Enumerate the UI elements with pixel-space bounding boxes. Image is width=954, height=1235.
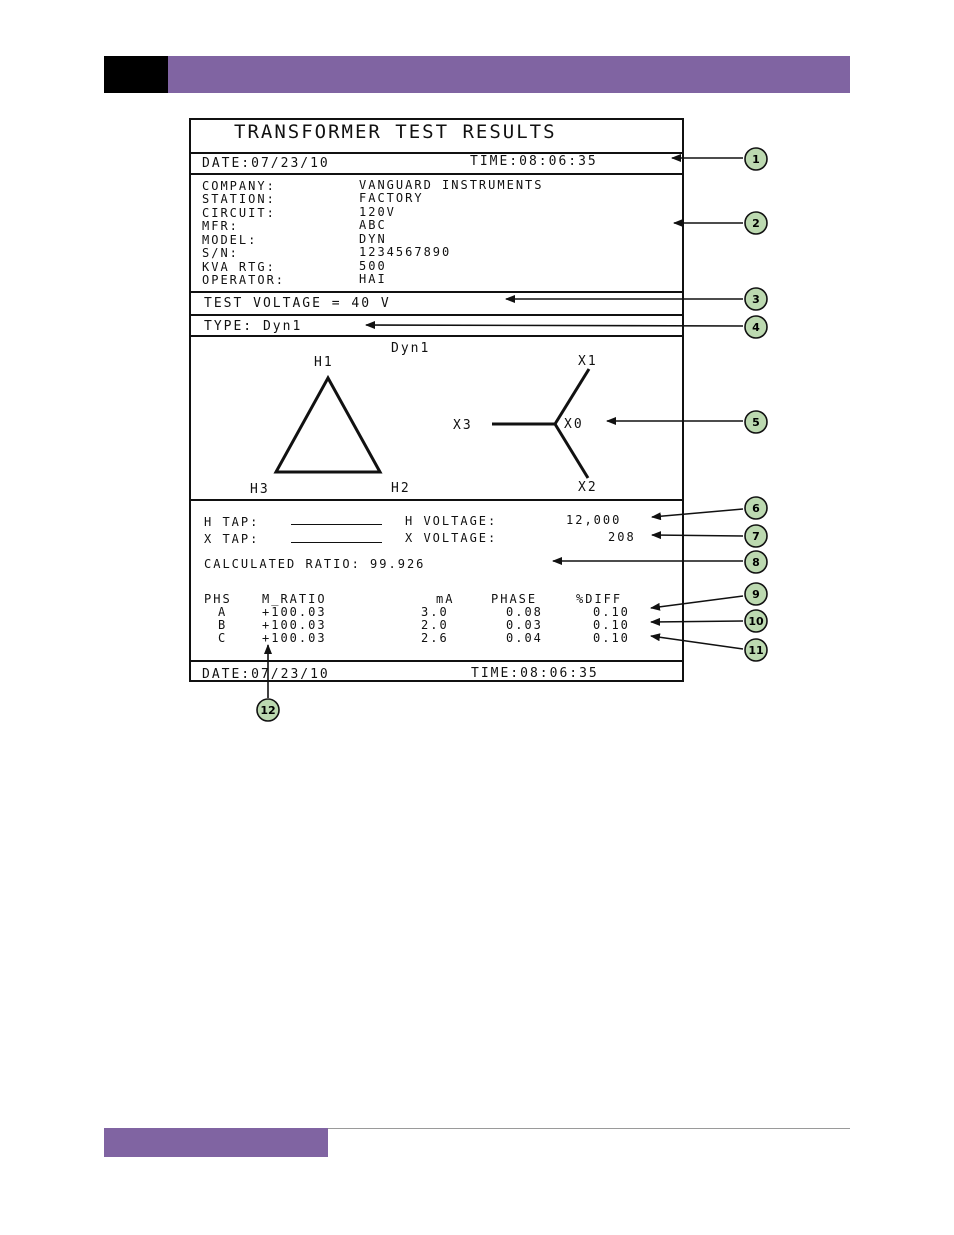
info-label: S/N: — [202, 246, 239, 260]
callout-arrow-11 — [651, 636, 743, 649]
callout-number-11: 11 — [748, 644, 764, 657]
info-value: 1234567890 — [359, 245, 452, 259]
test-voltage: TEST VOLTAGE = 40 V — [204, 296, 391, 311]
table-cell: 0.10 — [593, 631, 630, 645]
table-header-phs: PHS — [204, 592, 232, 606]
info-value: 120V — [359, 205, 396, 219]
delta-label-h2: H2 — [391, 481, 411, 496]
callout-number-1: 1 — [752, 153, 760, 166]
info-label: MFR: — [202, 219, 239, 233]
report-title: TRANSFORMER TEST RESULTS — [234, 121, 557, 143]
table-cell: 0.10 — [593, 618, 630, 632]
table-cell: 2.0 — [421, 618, 449, 632]
callout-arrow-10 — [651, 621, 743, 622]
transformer-type: TYPE: Dyn1 — [204, 319, 303, 334]
callout-number-3: 3 — [752, 293, 760, 306]
x-voltage-label: X VOLTAGE: — [405, 531, 498, 545]
info-label: COMPANY: — [202, 179, 276, 193]
header-time: TIME:08:06:35 — [470, 154, 598, 169]
callout-number-5: 5 — [752, 416, 760, 429]
wye-label-x3: X3 — [453, 418, 473, 433]
info-value: DYN — [359, 232, 387, 246]
wye-label-x1: X1 — [578, 354, 598, 369]
info-value: HAI — [359, 272, 387, 286]
table-cell: A — [218, 605, 228, 619]
info-value: ABC — [359, 218, 387, 232]
table-header-phase: PHASE — [491, 592, 538, 606]
table-cell: 2.6 — [421, 631, 449, 645]
wye-label-x2: X2 — [578, 480, 598, 495]
callout-number-6: 6 — [752, 502, 760, 515]
x-tap-label: X TAP: — [204, 532, 260, 546]
info-value: 500 — [359, 259, 387, 273]
delta-label-h3: H3 — [250, 482, 270, 497]
info-value: VANGUARD INSTRUMENTS — [359, 178, 544, 192]
callout-number-4: 4 — [752, 321, 760, 334]
table-cell: 0.10 — [593, 605, 630, 619]
header-date: DATE:07/23/10 — [202, 156, 330, 171]
info-label: CIRCUIT: — [202, 206, 276, 220]
table-cell: B — [218, 618, 228, 632]
callout-arrow-7 — [652, 535, 743, 536]
callout-number-2: 2 — [752, 217, 760, 230]
footer-time: TIME:08:06:35 — [471, 666, 599, 681]
callout-number-10: 10 — [748, 615, 764, 628]
table-header-m-ratio: M_RATIO — [262, 592, 327, 606]
table-cell: 3.0 — [421, 605, 449, 619]
table-cell: +100.03 — [262, 618, 327, 632]
table-cell: C — [218, 631, 228, 645]
h-voltage-value: 12,000 — [566, 513, 622, 527]
callout-arrow-9 — [651, 596, 743, 608]
info-label: MODEL: — [202, 233, 258, 247]
table-cell: 0.03 — [506, 618, 543, 632]
callout-arrow-4 — [366, 325, 743, 326]
x-voltage-value: 208 — [608, 530, 636, 544]
info-label: KVA RTG: — [202, 260, 276, 274]
diagram-name: Dyn1 — [391, 341, 431, 356]
info-value: FACTORY — [359, 191, 424, 205]
table-cell: 0.04 — [506, 631, 543, 645]
h-voltage-label: H VOLTAGE: — [405, 514, 498, 528]
callout-number-9: 9 — [752, 588, 760, 601]
delta-label-h1: H1 — [314, 355, 334, 370]
footer-date: DATE:07/23/10 — [202, 667, 330, 682]
callout-number-7: 7 — [752, 530, 760, 543]
calculated-ratio: CALCULATED RATIO: 99.926 — [204, 557, 426, 571]
h-tap-label: H TAP: — [204, 515, 260, 529]
callout-number-12: 12 — [260, 704, 276, 717]
table-header-diff: %DIFF — [576, 592, 623, 606]
wye-label-x0: X0 — [564, 417, 584, 432]
callout-number-8: 8 — [752, 556, 760, 569]
callout-arrow-6 — [652, 509, 743, 517]
table-cell: 0.08 — [506, 605, 543, 619]
footer-purple-bar — [104, 1128, 328, 1157]
info-label: OPERATOR: — [202, 273, 286, 287]
table-cell: +100.03 — [262, 631, 327, 645]
table-cell: +100.03 — [262, 605, 327, 619]
info-label: STATION: — [202, 192, 276, 206]
table-header-ma: mA — [436, 592, 455, 606]
footer-rule — [328, 1128, 850, 1129]
